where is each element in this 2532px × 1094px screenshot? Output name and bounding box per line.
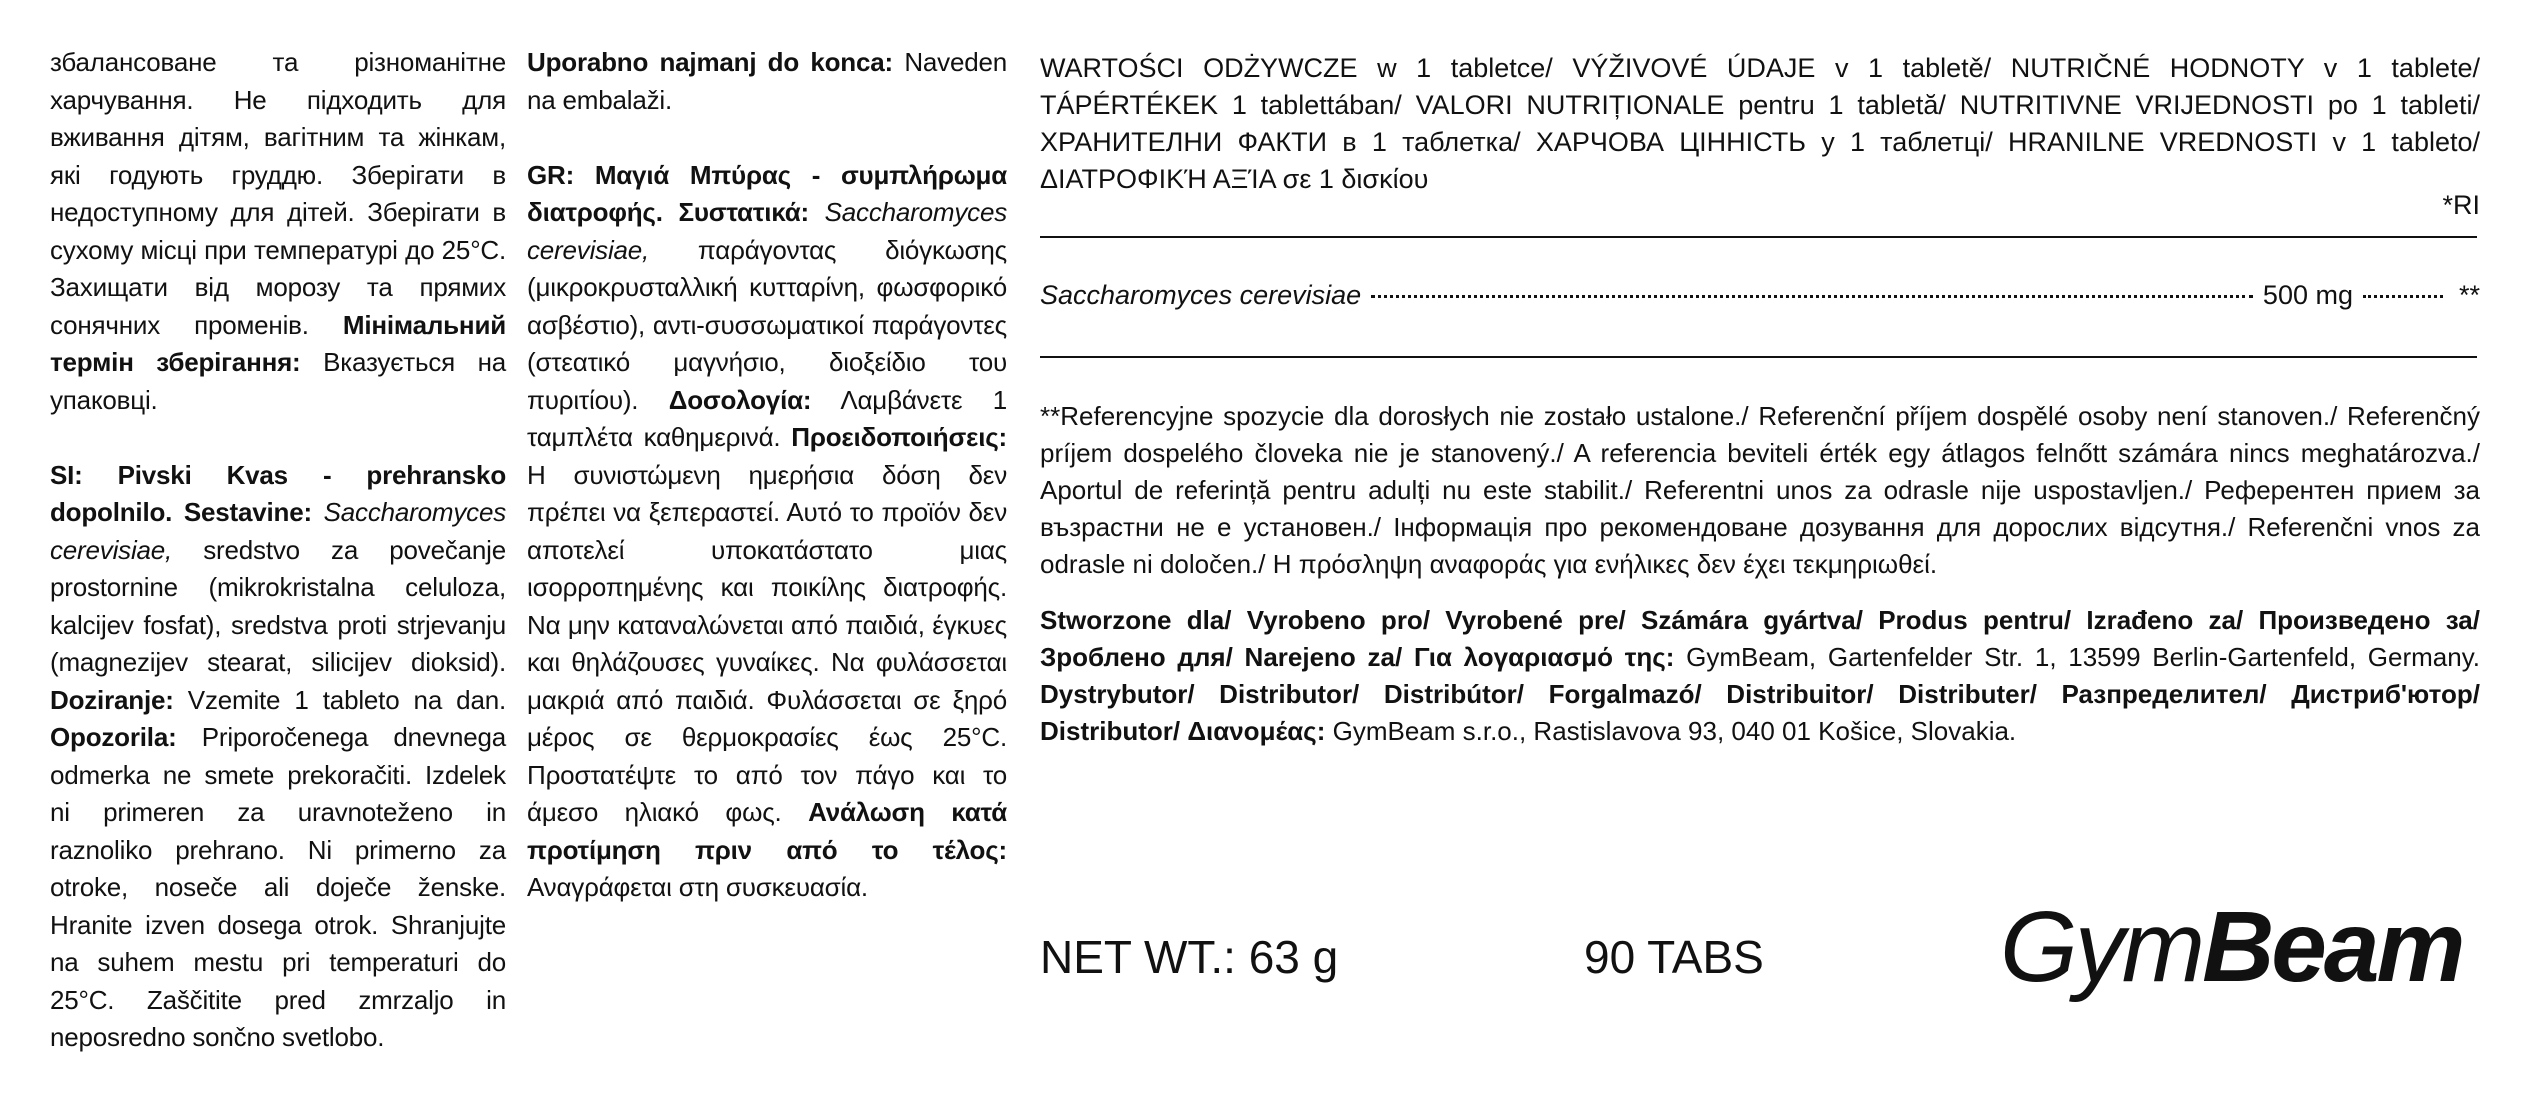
row-dot-leader-2 bbox=[2363, 295, 2443, 298]
gr-warn-text: Η συνιστώμενη ημερήσια δόση δεν πρέπει να ξεπεραστεί. Αυτό το προϊόν δεν αποτελεί υποκατάστατο μιας ισορροπημένης και ποικίλης διατροφής. Να μην καταναλώνεται από παιδιά, έγκυες και θηλάζουσες γυναίκες. Να φυλάσσεται μακριά από παιδιά. Φυλάσσεται σε ξηρό μέρος σε θερμοκρασίες έως 25°C. Προστατέψτε το από τον πάγο και το άμεσο ηλιακό φως. bbox=[527, 459, 1007, 827]
reference-intake-note: **Referencyjne spozycie dla dorosłych nie zostało ustalone./ Referenční příjem dospělé osoby není stanoven./ Referenčný príjem dospelého človeka nie je stanovený./ A referencia beviteli érték egy átlagos felnőtt számára nincs meghatározva./ Aportul de referință pentru adulți nu este stabilit./ Referentni unos za odrasle nije uspostavljen./ Референтен прием за възрастни не е установен./ Інформація про рекомендоване дозування для дорослих відсутня./ Referenčni vnos za odrasle ni določen./ Η πρόσληψη αναφοράς για ενήλικες δεν έχει τεκμηριωθεί. bbox=[1040, 401, 2480, 579]
nutrition-row bbox=[1040, 280, 2480, 311]
logo-gym: Gym bbox=[2000, 891, 2203, 1003]
gr-dose-text: Λαμβάνετε 1 ταμπλέτα καθημερινά. bbox=[527, 384, 1007, 452]
gr-bbd-label: Ανάλωση κατά προτίμηση πριν από το τέλος: bbox=[527, 797, 1007, 865]
si-bbd-text: Naveden na embalaži. bbox=[527, 47, 1007, 115]
ri-label: *RI bbox=[2442, 190, 2480, 220]
producer-info bbox=[1040, 602, 2480, 750]
si-ingredients: sredstvo za povečanje prostornine (mikrokristalna celuloza, kalcijev fosfat), sredstva proti strjevanju (magnezijev stearat, silicijev dioksid). bbox=[50, 534, 506, 677]
label-column-2 bbox=[527, 44, 1007, 944]
table-top-rule bbox=[1040, 236, 2477, 238]
si-warn-label: Opozorila: bbox=[50, 722, 177, 752]
net-weight: NET WT.: 63 g bbox=[1040, 931, 1339, 983]
gr-ingredients: παράγοντας διόγκωσης (μικροκρυσταλλική κυτταρίνη, φωσφορικό ασβέστιο), αντι-συσσωματικοί παράγοντες (στεατικό μαγνήσιο, διοξείδιο του πυριτίου). bbox=[527, 234, 1007, 415]
gymbeam-logo bbox=[2000, 890, 2462, 1005]
si-warn-text: Priporočenega dnevnega odmerka ne smete prekoračiti. Izdelek ni primeren za uravnoteženo in raznoliko prehrano. Ni primerno za otroke, noseče ali doječe ženske. Hranite izven dosega otrok. Shranjujte na suhem mestu pri temperaturi do 25°C. Zaščitite pred zmrzaljo in neposredno sončno svetlobo. bbox=[50, 722, 506, 1052]
distributor-text: GymBeam s.r.o., Rastislavova 93, 040 01 Košice, Slovakia. bbox=[1332, 716, 2017, 746]
si-species: Saccharomyces cerevisiae, bbox=[50, 497, 506, 565]
gr-warn-label: Προειδοποιήσεις: bbox=[791, 422, 1007, 452]
gr-species: Saccharomyces cerevisiae, bbox=[527, 197, 1007, 265]
row-dot-leader bbox=[1371, 295, 2253, 298]
si-dose-label: Doziranje: bbox=[50, 684, 174, 715]
gr-section bbox=[527, 157, 1007, 907]
row-ingredient-name: Saccharomyces cerevisiae bbox=[1040, 280, 1362, 310]
label-column-1 bbox=[50, 44, 506, 1094]
nutrition-title: WARTOŚCI ODŻYWCZE w 1 tabletce/ VÝŽIVOVÉ ÚDAJE v 1 tabletě/ NUTRIČNÉ HODNOTY v 1 tablete/ TÁPÉRTÉKEK 1 tablettában/ VALORI NUTRIȚIONALE pentru 1 tabletă/ NUTRITIVNE VRIJEDNOSTI po 1 tableti/ ХРАНИТЕЛНИ ФАКТИ в 1 таблетка/ ХАРЧОВА ЦІННІСТЬ у 1 таблетці/ HRANILNE VREDNOSTI v 1 tableto/ ΔΙΑΤΡΟΦΙΚΉ ΑΞΊΑ σε 1 δισκίου bbox=[1040, 53, 2480, 194]
logo-beam: Beam bbox=[2202, 891, 2463, 1003]
si-title: SI: Pivski Kvas - prehransko dopolnilo. Sestavine: bbox=[50, 459, 506, 527]
ua-text: збалансоване та різноманітне харчування. Не підходить для вживання дітям, вагітним та жінкам, які годують груддю. Зберігати в недоступному для дітей. Зберігати в сухому місці при температурі до 25°C. Захищати від морозу та прямих сонячних променів. bbox=[50, 47, 506, 340]
ua-bbd-text: Вказується на упаковці. bbox=[50, 347, 506, 415]
si-dose-text: Vzemite 1 tableto na dan. bbox=[187, 684, 506, 715]
si-bbd-label: Uporabno najmanj do konca: bbox=[527, 47, 893, 77]
gr-bbd-text: Αναγράφεται στη συσκευασία. bbox=[527, 872, 868, 902]
ua-bbd-label: Мінімальний термін зберігання: bbox=[50, 309, 507, 377]
si-section bbox=[50, 457, 506, 1057]
made-for-text: GymBeam, Gartenfelder Str. 1, 13599 Berlin-Gartenfeld, Germany. bbox=[1686, 642, 2480, 672]
made-for-label: Stworzone dla/ Vyrobeno pro/ Vyrobené pre/ Számára gyártva/ Produs pentru/ Izrađeno za/ Произведено за/ Зроблено для/ Narejeno za/ Για λογαριασμό της: bbox=[1040, 605, 2480, 672]
gr-title: GR: Μαγιά Μπύρας - συμπλήρωμα διατροφής. Συστατικά: bbox=[527, 159, 1007, 227]
tablet-count: 90 TABS bbox=[1584, 931, 1764, 983]
si-bbd-section bbox=[527, 44, 1007, 119]
row-amount: 500 mg bbox=[2262, 280, 2353, 310]
ua-section bbox=[50, 44, 506, 419]
distributor-label: Dystrybutor/ Distributor/ Distribútor/ Forgalmazó/ Distribuitor/ Distributer/ Разпределител/ Дистриб'ютор/ Distributor/ Διανομέας: bbox=[1040, 679, 2480, 746]
row-ri: ** bbox=[2458, 280, 2480, 310]
gr-dose-label: Δοσολογία: bbox=[668, 384, 812, 415]
table-bottom-rule bbox=[1040, 356, 2477, 358]
